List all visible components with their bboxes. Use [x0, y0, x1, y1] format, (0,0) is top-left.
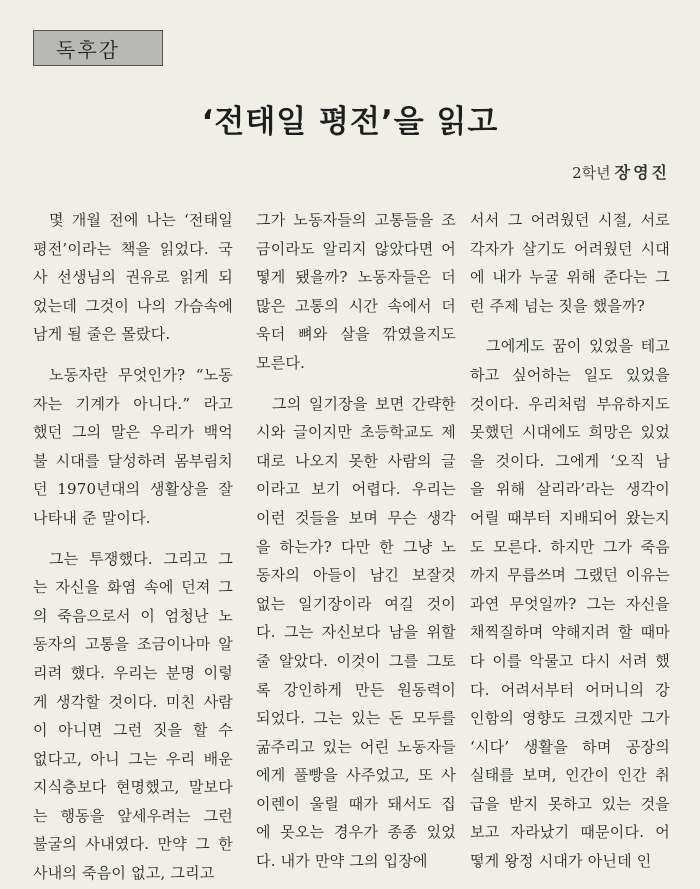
text-line: 게 생각할 것이다. 미친 사람 [33, 692, 233, 711]
text-line: 런 주제 넘는 짓을 했을까? [470, 296, 646, 315]
text-line: 평전’이라는 책을 읽었다. 국 [33, 239, 233, 258]
paragraph [470, 332, 670, 875]
text-line: 하고 싶어하는 일도 있었을 [470, 365, 670, 384]
paragraph [33, 206, 233, 349]
text-line: 지식층보다 현명했고, 말보다 [33, 778, 233, 797]
text-line: 줄 알았다. 이것이 그를 그토 [256, 651, 456, 670]
text-line: 을 위해 살리라’라는 생각이 [470, 480, 670, 499]
author-grade: 2학년 [572, 164, 611, 182]
text-line: 것이다. 우리처럼 부유하지도 [470, 394, 670, 413]
paragraph [256, 206, 456, 378]
text-line: 모른다. [256, 353, 306, 372]
text-line: 는 행동을 앞세우려는 그런 [33, 806, 233, 825]
text-line: 불굴의 사내였다. 만약 그 한 [33, 835, 233, 854]
text-line: 다. 어려서부터 어머니의 강 [470, 680, 670, 699]
text-line: 불 시대를 달성하려 몸부림치 [33, 451, 233, 470]
text-line: 채찍질하며 약해지려 할 때마 [470, 623, 670, 642]
text-line: 의 죽음으로서 이 엄청난 노 [33, 606, 233, 625]
text-line: 서서 그 어려웠던 시절, 서로 [470, 211, 670, 229]
text-line: 에게 풀빵을 사주었고, 또 사 [256, 766, 456, 785]
text-column-3 [470, 206, 670, 876]
text-line: 동자의 아들이 남긴 보잘것 [256, 566, 456, 585]
text-line: 금이라도 알리지 않았다면 어 [256, 239, 456, 258]
text-line: 을 하는가? 다만 한 그냥 노 [256, 537, 456, 556]
text-line: 욱더 뼈와 살을 깎였을지도 [256, 325, 456, 344]
text-line: 던 1970년대의 생활상을 잘 [33, 480, 233, 499]
text-line: 다 이를 악물고 다시 서려 했 [470, 651, 670, 670]
text-line: 시와 글이지만 초등학교도 제 [256, 423, 456, 442]
article-title: ‘전태일 평전’을 읽고 [201, 104, 499, 140]
text-line: 에 내가 누굴 위해 준다는 그 [470, 268, 670, 287]
text-line: 실태를 보며, 인간이 인간 취 [470, 766, 670, 785]
text-line: 나타내 준 말이다. [33, 508, 151, 527]
text-line: 사 선생님의 권유로 읽게 되 [33, 268, 233, 287]
byline [572, 160, 670, 183]
text-line: 없는 일기장이라 여길 것이 [256, 594, 456, 613]
text-line: 을 것이다. 그에게 ‘오직 남 [470, 451, 670, 470]
text-line: 까지 무릅쓰며 그랬던 이유는 [470, 566, 670, 585]
paragraph [470, 206, 670, 320]
text-line: 이라고 보기 어렵다. 우리는 [256, 480, 456, 499]
text-line: 다. 내가 만약 그의 입장에 [256, 852, 428, 871]
paragraph [33, 361, 233, 533]
text-line: 이런 것들을 보며 무슨 생각 [256, 508, 456, 527]
text-line: 많은 고통의 시간 속에서 더 [256, 296, 456, 315]
paragraph [33, 545, 233, 888]
paragraph-gap [470, 320, 670, 332]
text-line: 각자가 살기도 어려웠던 시대 [470, 239, 670, 258]
paragraph-gap [256, 378, 456, 390]
text-line: 굶주리고 있는 어린 노동자들 [256, 737, 456, 756]
text-line: 었는데 그것이 나의 가슴속에 [33, 296, 233, 315]
text-line: 떻게 됐을까? 노동자들은 더 [256, 268, 456, 287]
text-line: 자는 기계가 아니다.” 라고 [33, 394, 233, 413]
text-line: 동자의 고통을 조금이나마 알 [33, 635, 233, 654]
text-line: ‘시다’ 생활을 하며 공장의 [470, 737, 670, 756]
text-line: 노동자란 무엇인가? “노동 [49, 365, 233, 384]
text-line: 했던 그의 말은 우리가 백억 [33, 423, 233, 442]
text-line: 떻게 왕정 시대가 아닌데 인 [470, 852, 652, 871]
text-line: 대로 나오지 못한 사람의 글 [256, 451, 456, 470]
text-line: 몇 개월 전에 나는 ‘전태일 [49, 211, 233, 229]
text-line: 사내의 죽음이 없고, 그리고 [33, 864, 215, 883]
text-line: 그는 투쟁했다. 그리고 그 [49, 549, 233, 568]
text-line: 어릴 때부터 지배되어 왔는지 [470, 508, 670, 527]
text-line: 이렌이 울릴 때가 돼서도 집 [256, 794, 456, 813]
text-line: 없다고, 아니 그는 우리 배운 [33, 749, 233, 768]
text-line: 인함의 영향도 크겠지만 그가 [470, 709, 670, 728]
paragraph [256, 390, 456, 876]
text-line: 그에게도 꿈이 있었을 테고 [486, 337, 670, 356]
text-line: 이 아니면 그런 짓을 할 수 [33, 721, 233, 740]
text-line: 다. 그는 자신보다 남을 위할 [256, 623, 456, 642]
section-label: 독후감 [33, 30, 163, 66]
text-line: 못했던 시대에도 희망은 있었 [470, 423, 670, 442]
text-line: 남게 될 줄은 몰랐다. [33, 325, 171, 344]
text-column-1 [33, 206, 233, 888]
paragraph-gap [33, 349, 233, 361]
text-line: 보고 자라났기 때문이다. 어 [470, 823, 670, 842]
text-line: 도 모른다. 하지만 그가 죽음 [470, 537, 670, 556]
text-line: 과연 무엇일까? 그는 자신을 [470, 594, 670, 613]
text-line: 되었다. 그는 있는 돈 모두를 [256, 709, 456, 728]
text-line: 그가 노동자들의 고통들을 조 [256, 211, 456, 229]
text-column-2 [256, 206, 456, 876]
text-line: 그의 일기장을 보면 간략한 [272, 394, 456, 413]
text-line: 리려 했다. 우리는 분명 이렇 [33, 663, 233, 682]
paragraph-gap [33, 533, 233, 545]
text-line: 급을 받지 못하고 있는 것을 [470, 794, 670, 813]
text-line: 는 자신을 화염 속에 던져 그 [33, 578, 233, 597]
author-name: 장영진 [614, 163, 670, 182]
text-line: 에 못오는 경우가 종종 있었 [256, 823, 456, 842]
text-line: 록 강인하게 만든 원동력이 [256, 680, 456, 699]
